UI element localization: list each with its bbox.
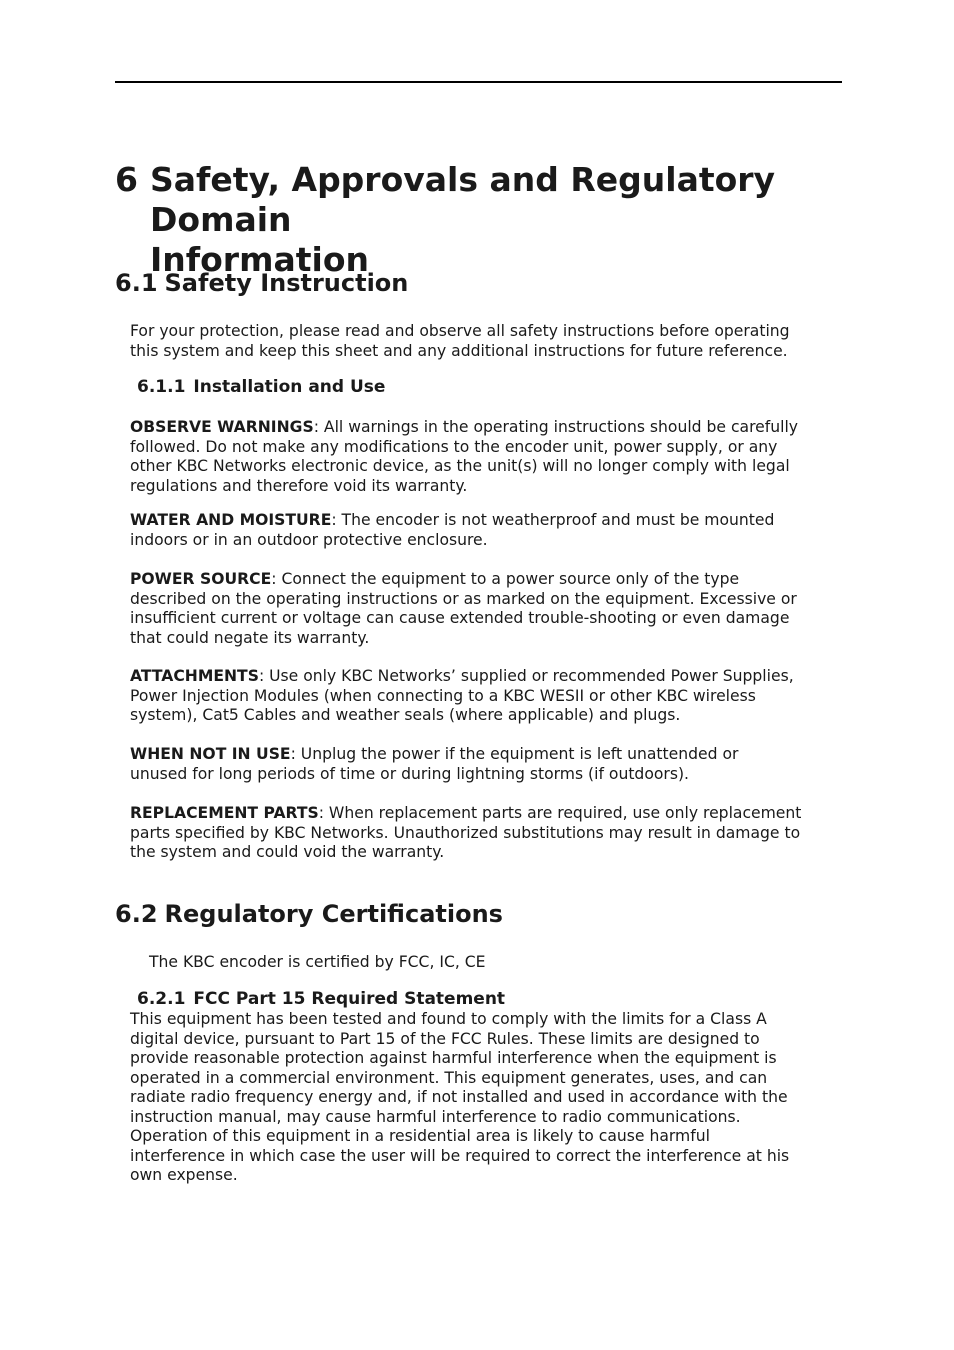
observe-warnings-paragraph: OBSERVE WARNINGS: All warnings in the operating instructions should be carefully followed. Do not make any modifications to the encoder unit, power supply, or any other KBC Networks electronic device, as the unit(s) will no longer comply with legal regulations and therefore void its warranty. bbox=[130, 418, 799, 495]
section-heading-regulatory: 6.2 Regulatory Certifications bbox=[115, 900, 503, 928]
header-rule bbox=[115, 81, 842, 83]
when-not-in-use-paragraph: WHEN NOT IN USE: Unplug the power if the equipment is left unattended or unused for long periods of time or during lightning storms (if outdoors). bbox=[130, 745, 739, 783]
chapter-title: Safety, Approvals and Regulatory Domain Information bbox=[150, 160, 776, 279]
subsection-heading-fcc: 6.2.1 FCC Part 15 Required Statement bbox=[137, 989, 506, 1009]
section-heading-safety: 6.1 Safety Instruction bbox=[115, 269, 409, 297]
attachments-paragraph: ATTACHMENTS: Use only KBC Networks’ supplied or recommended Power Supplies, Power Injection Modules (when connecting to a KBC WESII or other KBC wireless system), Cat5 Cables and weather seals (where applicable) and plugs. bbox=[130, 667, 794, 724]
subsection-heading-installation: 6.1.1 Installation and Use bbox=[137, 377, 386, 397]
certification-statement: The KBC encoder is certified by FCC, IC, CE bbox=[149, 953, 486, 971]
fcc-statement-paragraph: This equipment has been tested and found to comply with the limits for a Class A digital device, pursuant to Part 15 of the FCC Rules. These limits are designed to provide reasonable protection against harmful interference when the equipment is operated in a commercial environment. This equipment generates, uses, and can radiate radio frequency energy and, if not installed and used in accordance with the instruction manual, may cause harmful interference to radio communications. Operation of this equipment in a residential area is likely to cause harmful interference in which case the user will be required to correct the interference at his own expense. bbox=[130, 1010, 790, 1184]
chapter-heading bbox=[115, 160, 845, 280]
power-source-paragraph: POWER SOURCE: Connect the equipment to a power source only of the type described on the operating instructions or as marked on the equipment. Excessive or insufficient current or voltage can cause extended trouble-shooting or even damage that could negate its warranty. bbox=[130, 570, 797, 647]
chapter-number: 6 bbox=[115, 160, 138, 199]
intro-paragraph: For your protection, please read and observe all safety instructions before operating this system and keep this sheet and any additional instructions for future reference. bbox=[130, 322, 790, 360]
replacement-parts-paragraph: REPLACEMENT PARTS: When replacement parts are required, use only replacement parts specified by KBC Networks. Unauthorized substitutions may result in damage to the system and could void the warranty. bbox=[130, 804, 802, 861]
water-moisture-paragraph: WATER AND MOISTURE: The encoder is not weatherproof and must be mounted indoors or in an outdoor protective enclosure. bbox=[130, 511, 775, 549]
